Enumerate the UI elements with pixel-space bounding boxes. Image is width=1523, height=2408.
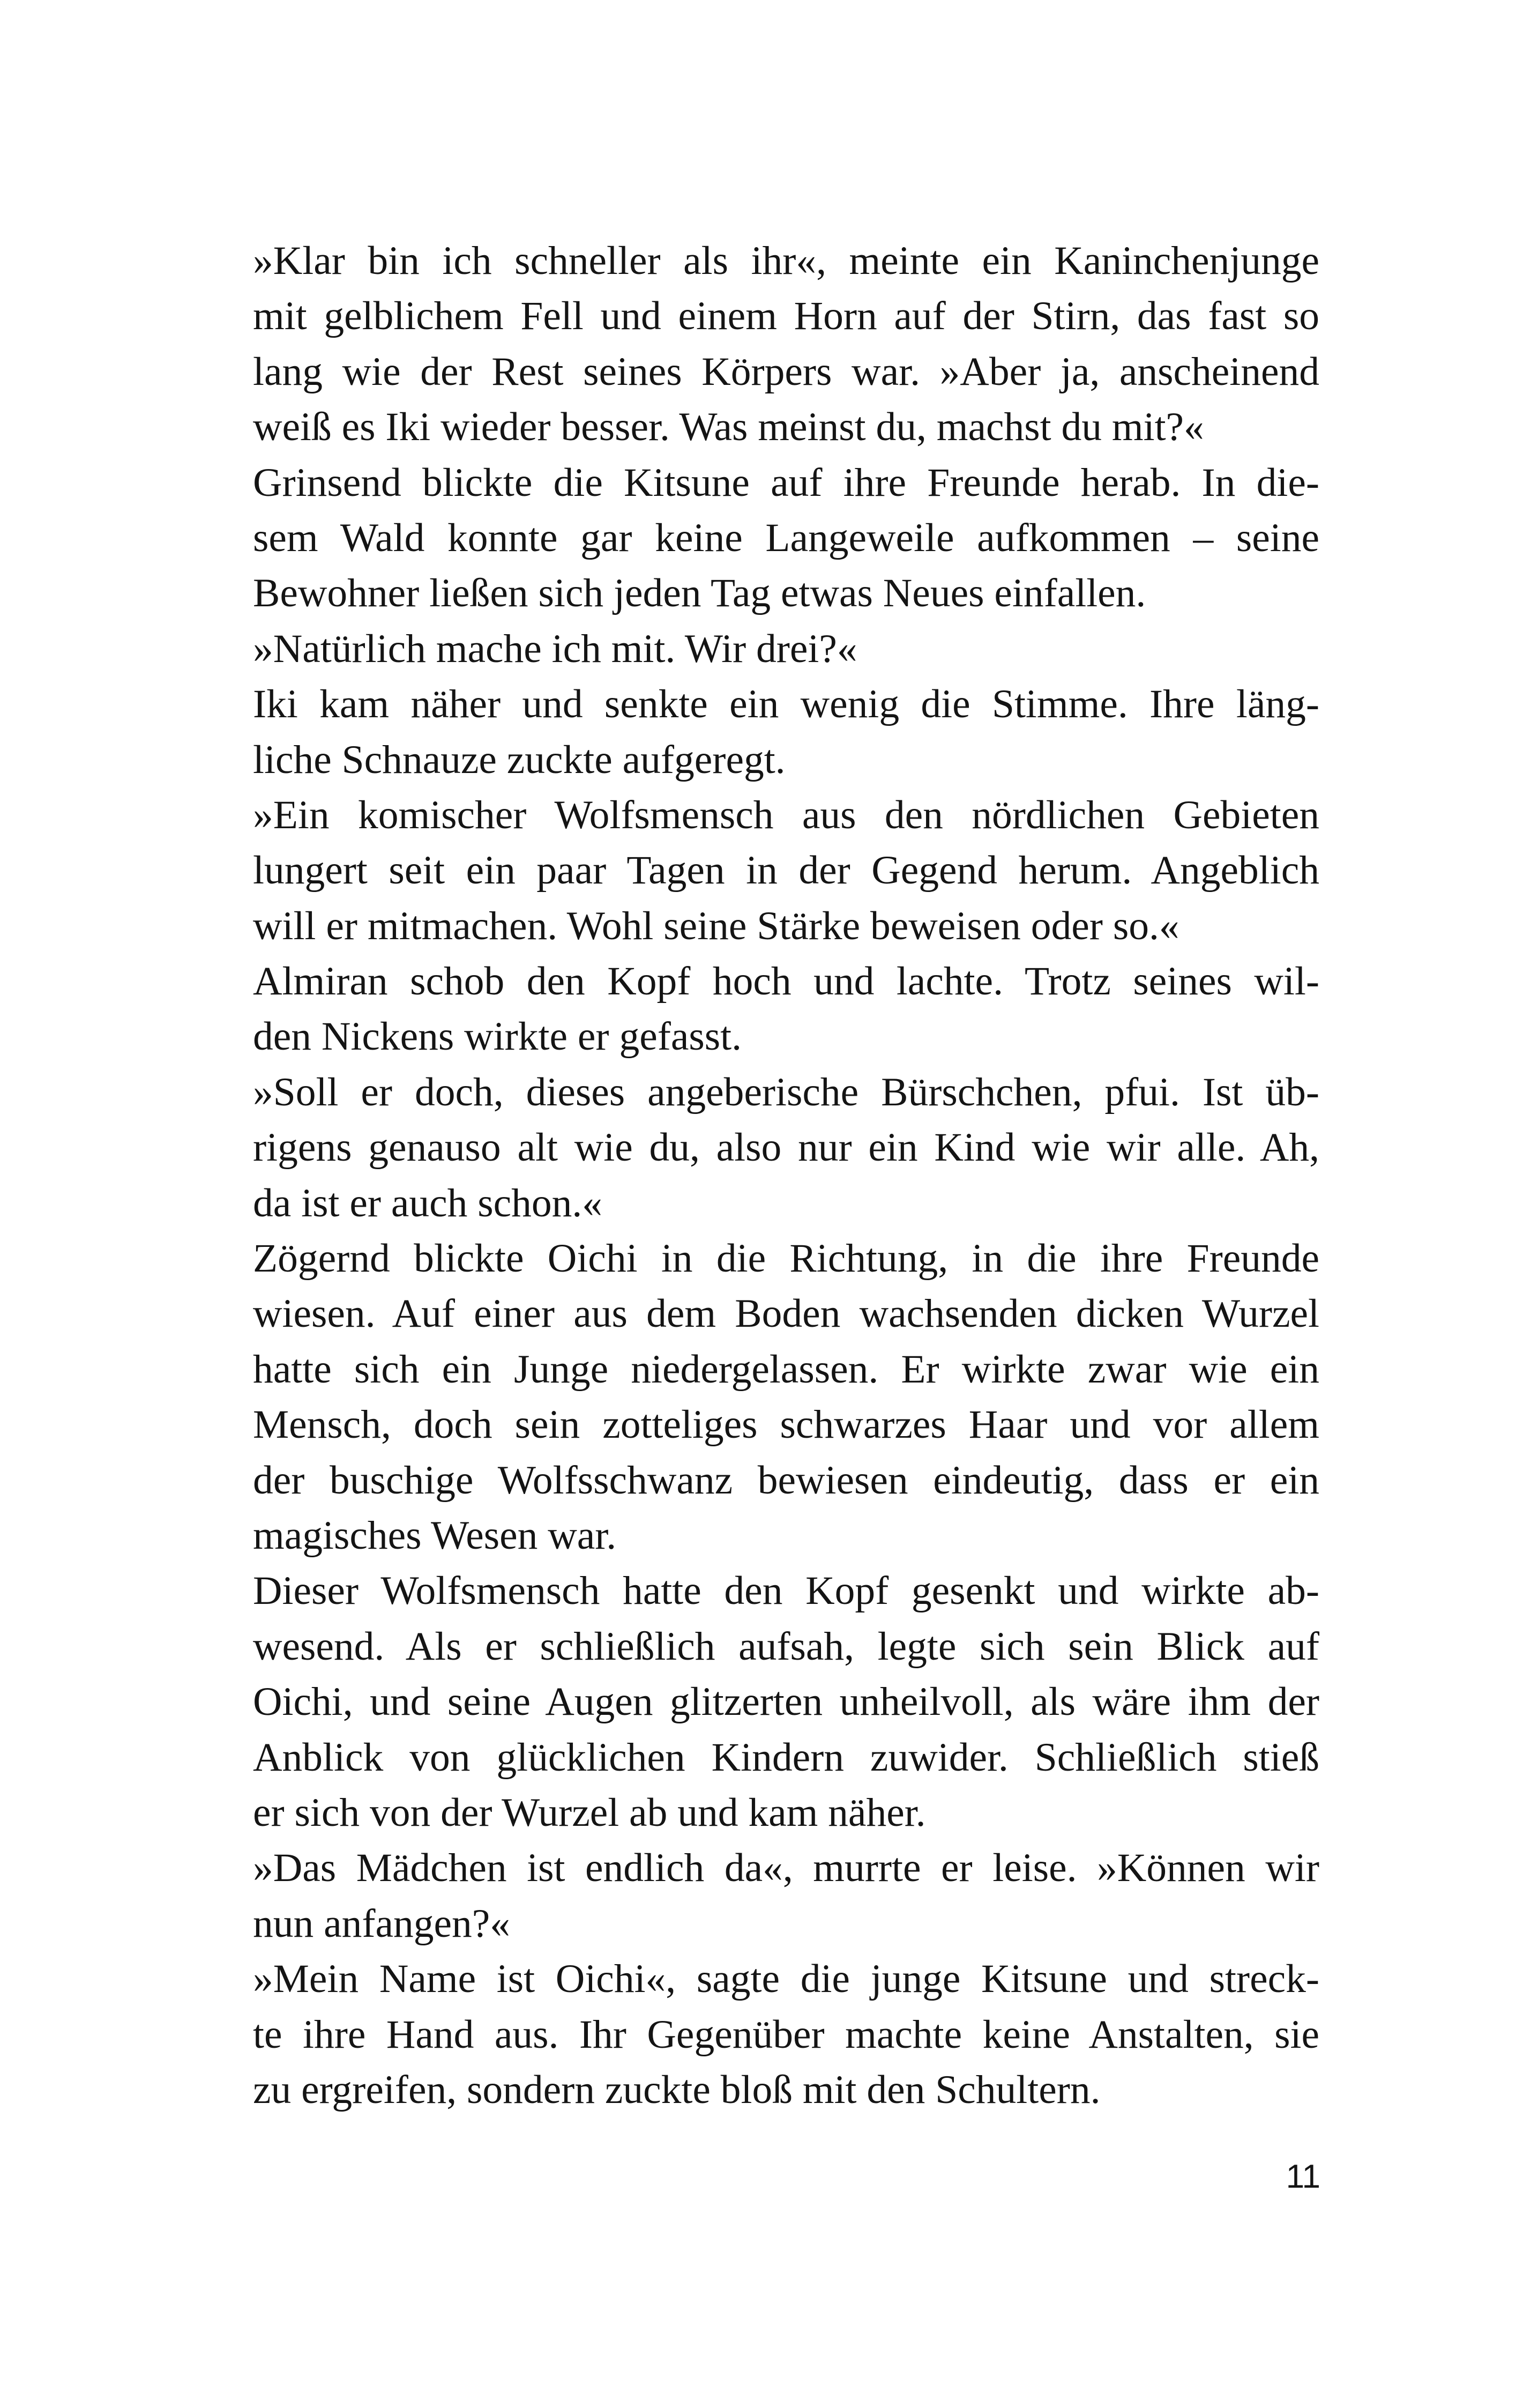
text-line: Dieser Wolfsmensch hatte den Kopf gesenkt und wirkte ab-: [253, 1569, 1319, 1614]
text-line: da ist er auch schon.«: [253, 1180, 603, 1225]
text-line: Bewohner ließen sich jeden Tag etwas Neues einfallen.: [253, 571, 1146, 616]
body-text: [253, 233, 1319, 2117]
page-number: 11: [1286, 2158, 1320, 2195]
text-line: zu ergreifen, sondern zuckte bloß mit den Schultern.: [253, 2067, 1101, 2112]
text-line: will er mitmachen. Wohl seine Stärke beweisen oder so.«: [253, 903, 1179, 948]
text-line: magisches Wesen war.: [253, 1513, 617, 1558]
text-line: nun anfangen?«: [253, 1901, 511, 1946]
text-line: »Natürlich mache ich mit. Wir drei?«: [253, 626, 857, 671]
text-line: »Das Mädchen ist endlich da«, murrte er leise. »Können wir: [253, 1846, 1319, 1891]
text-line: »Soll er doch, dieses angeberische Bürschchen, pfui. Ist üb-: [253, 1069, 1319, 1114]
text-line: sem Wald konnte gar keine Langeweile aufkommen – seine: [253, 515, 1319, 560]
text-line: Zögernd blickte Oichi in die Richtung, in die ihre Freunde: [253, 1236, 1319, 1281]
text-line: Mensch, doch sein zotteliges schwarzes Haar und vor allem: [253, 1402, 1319, 1447]
text-line: Almiran schob den Kopf hoch und lachte. Trotz seines wil-: [253, 959, 1319, 1004]
text-line: rigens genauso alt wie du, also nur ein Kind wie wir alle. Ah,: [253, 1125, 1319, 1170]
text-line: wesend. Als er schließlich aufsah, legte sich sein Blick auf: [253, 1624, 1319, 1669]
text-line: mit gelblichem Fell und einem Horn auf der Stirn, das fast so: [253, 294, 1319, 339]
text-line: »Ein komischer Wolfsmensch aus den nördlichen Gebieten: [253, 792, 1319, 837]
text-line: den Nickens wirkte er gefasst.: [253, 1014, 742, 1059]
text-line: hatte sich ein Junge niedergelassen. Er wirkte zwar wie ein: [253, 1347, 1319, 1392]
text-line: er sich von der Wurzel ab und kam näher.: [253, 1790, 926, 1835]
text-line: lang wie der Rest seines Körpers war. »Aber ja, anscheinend: [253, 349, 1319, 394]
text-line: der buschige Wolfsschwanz bewiesen eindeutig, dass er ein: [253, 1458, 1319, 1503]
text-line: wiesen. Auf einer aus dem Boden wachsenden dicken Wurzel: [253, 1291, 1319, 1336]
text-line: weiß es Iki wieder besser. Was meinst du, machst du mit?«: [253, 405, 1204, 450]
text-line: liche Schnauze zuckte aufgeregt.: [253, 737, 786, 782]
text-line: lungert seit ein paar Tagen in der Gegend herum. Angeblich: [253, 848, 1319, 893]
text-line: »Klar bin ich schneller als ihr«, meinte ein Kaninchenjunge: [253, 239, 1319, 283]
text-line: te ihre Hand aus. Ihr Gegenüber machte keine Anstalten, sie: [253, 2012, 1319, 2057]
text-line: »Mein Name ist Oichi«, sagte die junge Kitsune und streck-: [253, 1957, 1319, 2002]
text-line: Iki kam näher und senkte ein wenig die Stimme. Ihre läng-: [253, 682, 1319, 727]
text-line: Grinsend blickte die Kitsune auf ihre Freunde herab. In die-: [253, 460, 1319, 505]
text-line: Oichi, und seine Augen glitzerten unheilvoll, als wäre ihm der: [253, 1679, 1319, 1725]
text-line: Anblick von glücklichen Kindern zuwider. Schließlich stieß: [253, 1735, 1319, 1780]
